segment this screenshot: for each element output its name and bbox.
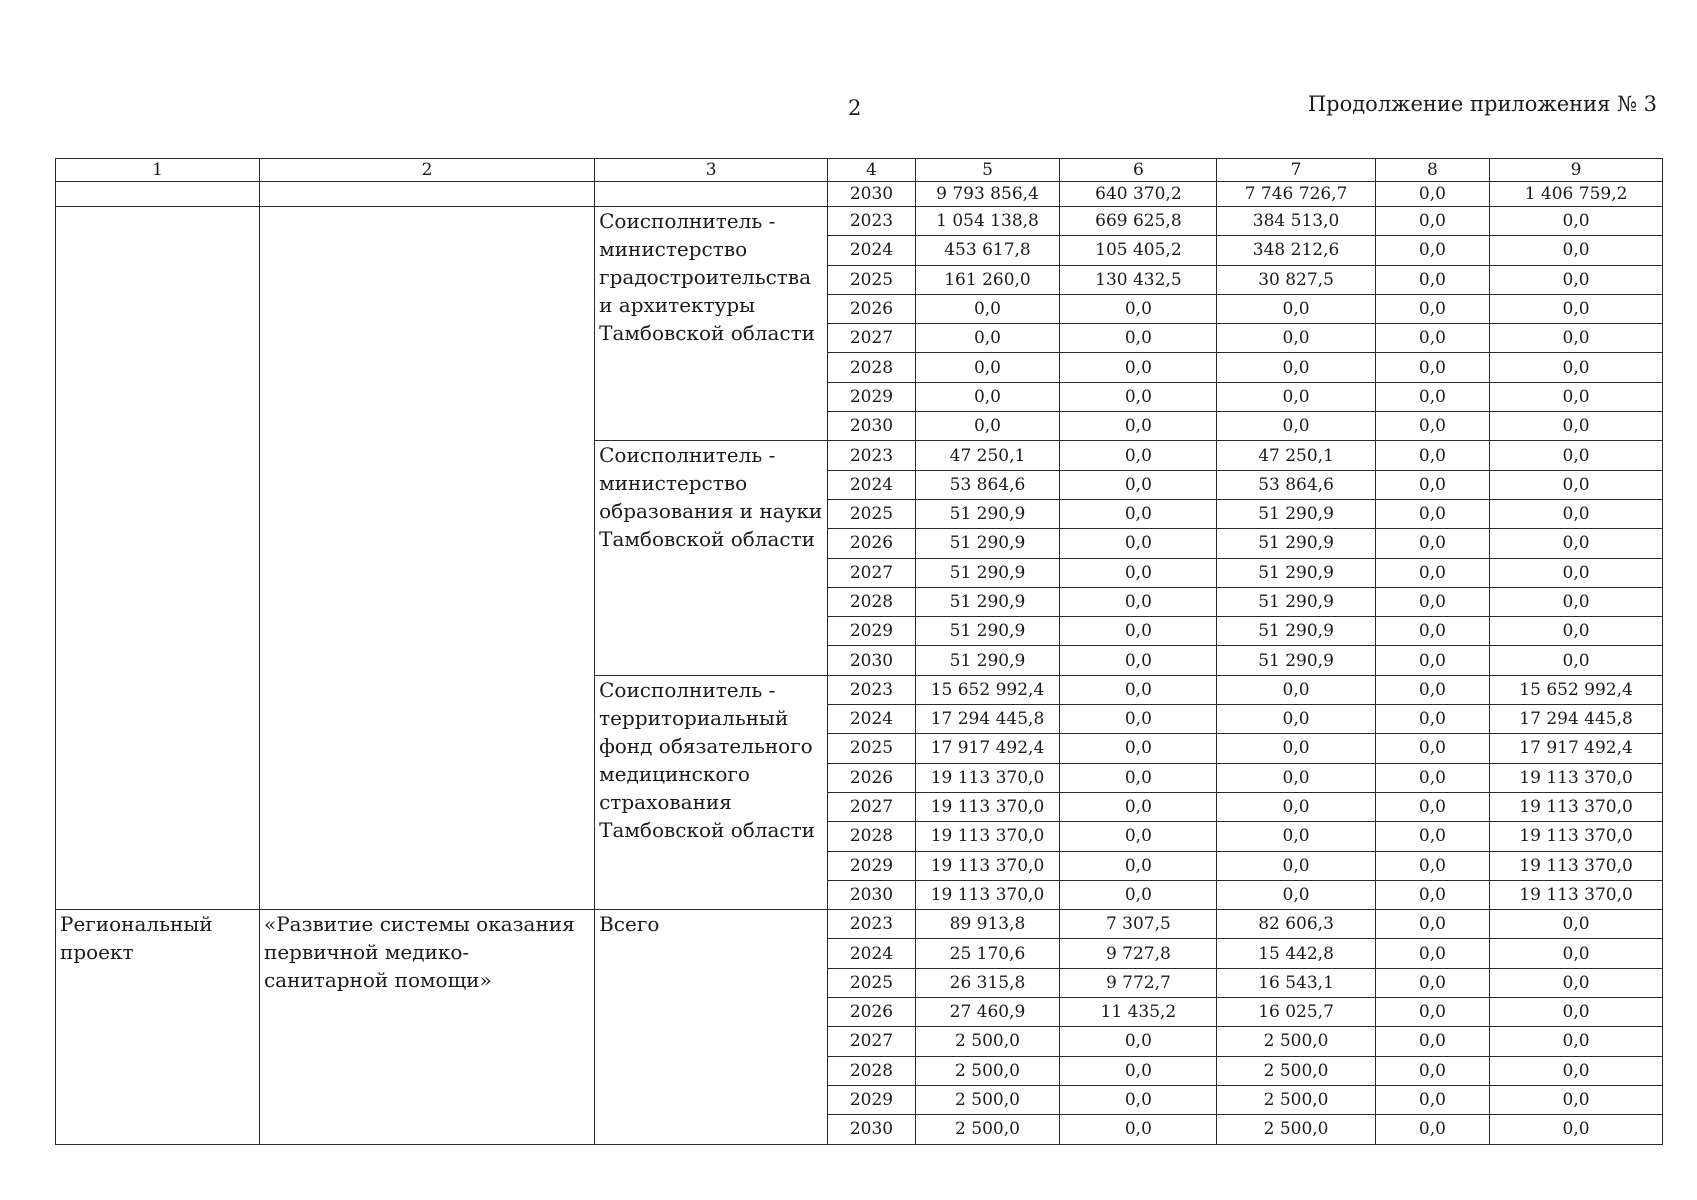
amount-cell: 19 113 370,0 <box>1490 792 1663 821</box>
amount-cell: 0,0 <box>1490 587 1663 616</box>
year-cell: 2023 <box>828 675 915 704</box>
amount-cell: 0,0 <box>1490 382 1663 411</box>
amount-cell: 51 290,9 <box>915 617 1060 646</box>
amount-cell: 15 442,8 <box>1217 939 1375 968</box>
amount-cell: 2 500,0 <box>1217 1056 1375 1085</box>
executor-cell: Соисполнитель - министерство образования и науки Тамбовской области <box>595 441 828 675</box>
table-row <box>56 207 1663 236</box>
year-cell: 2028 <box>828 1056 915 1085</box>
amount-cell: 0,0 <box>1490 617 1663 646</box>
amount-cell: 17 917 492,4 <box>1490 734 1663 763</box>
amount-cell: 51 290,9 <box>915 587 1060 616</box>
amount-cell: 130 432,5 <box>1060 265 1217 294</box>
year-cell: 2026 <box>828 763 915 792</box>
table-row <box>56 182 1663 207</box>
amount-cell: 0,0 <box>1375 412 1489 441</box>
amount-cell: 0,0 <box>1490 646 1663 675</box>
amount-cell: 0,0 <box>1060 675 1217 704</box>
column-header: 3 <box>595 159 828 182</box>
amount-cell: 640 370,2 <box>1060 182 1217 207</box>
year-cell: 2030 <box>828 646 915 675</box>
amount-cell: 384 513,0 <box>1217 207 1375 236</box>
amount-cell: 0,0 <box>1060 851 1217 880</box>
amount-cell: 0,0 <box>915 294 1060 323</box>
amount-cell: 0,0 <box>1490 1056 1663 1085</box>
amount-cell: 1 406 759,2 <box>1490 182 1663 207</box>
amount-cell: 0,0 <box>1060 382 1217 411</box>
amount-cell: 0,0 <box>1060 324 1217 353</box>
amount-cell: 17 294 445,8 <box>1490 705 1663 734</box>
amount-cell: 0,0 <box>915 382 1060 411</box>
year-cell: 2028 <box>828 822 915 851</box>
column-header: 1 <box>56 159 260 182</box>
amount-cell: 0,0 <box>915 324 1060 353</box>
amount-cell: 0,0 <box>1060 880 1217 909</box>
amount-cell: 0,0 <box>1375 939 1489 968</box>
page-number: 2 <box>848 96 862 120</box>
year-cell: 2025 <box>828 968 915 997</box>
amount-cell: 0,0 <box>1217 675 1375 704</box>
amount-cell: 0,0 <box>1375 675 1489 704</box>
amount-cell: 0,0 <box>1490 529 1663 558</box>
amount-cell: 0,0 <box>1490 998 1663 1027</box>
amount-cell: 0,0 <box>1375 499 1489 528</box>
year-cell: 2030 <box>828 1115 915 1144</box>
column-number-row <box>56 159 1663 182</box>
amount-cell: 51 290,9 <box>1217 558 1375 587</box>
amount-cell: 0,0 <box>1375 441 1489 470</box>
amount-cell: 0,0 <box>1060 1027 1217 1056</box>
amount-cell: 0,0 <box>1375 1027 1489 1056</box>
amount-cell: 0,0 <box>1217 792 1375 821</box>
column-header: 5 <box>915 159 1060 182</box>
amount-cell: 51 290,9 <box>1217 646 1375 675</box>
amount-cell: 0,0 <box>1060 412 1217 441</box>
amount-cell: 0,0 <box>1375 646 1489 675</box>
amount-cell: 0,0 <box>1375 207 1489 236</box>
amount-cell: 0,0 <box>915 412 1060 441</box>
amount-cell: 0,0 <box>1375 353 1489 382</box>
year-cell: 2023 <box>828 910 915 939</box>
year-cell: 2029 <box>828 382 915 411</box>
year-cell: 2028 <box>828 353 915 382</box>
amount-cell: 0,0 <box>1490 499 1663 528</box>
amount-cell: 0,0 <box>1217 324 1375 353</box>
column-header: 2 <box>259 159 594 182</box>
amount-cell: 348 212,6 <box>1217 236 1375 265</box>
year-cell: 2026 <box>828 294 915 323</box>
amount-cell: 16 543,1 <box>1217 968 1375 997</box>
amount-cell: 19 113 370,0 <box>915 792 1060 821</box>
amount-cell: 19 113 370,0 <box>915 763 1060 792</box>
year-cell: 2024 <box>828 705 915 734</box>
amount-cell: 0,0 <box>1375 1115 1489 1144</box>
amount-cell: 669 625,8 <box>1060 207 1217 236</box>
amount-cell: 0,0 <box>1375 558 1489 587</box>
amount-cell: 0,0 <box>1375 1085 1489 1114</box>
amount-cell: 2 500,0 <box>1217 1085 1375 1114</box>
column-header: 9 <box>1490 159 1663 182</box>
year-cell: 2027 <box>828 558 915 587</box>
amount-cell: 0,0 <box>1060 499 1217 528</box>
amount-cell: 0,0 <box>1375 763 1489 792</box>
project-type-cell: Региональный проект <box>56 910 260 1144</box>
amount-cell: 0,0 <box>1217 880 1375 909</box>
amount-cell: 0,0 <box>1375 470 1489 499</box>
year-cell: 2023 <box>828 441 915 470</box>
table-body <box>56 182 1663 1145</box>
column-header: 4 <box>828 159 915 182</box>
amount-cell: 0,0 <box>1060 587 1217 616</box>
amount-cell: 47 250,1 <box>1217 441 1375 470</box>
amount-cell: 9 727,8 <box>1060 939 1217 968</box>
amount-cell: 1 054 138,8 <box>915 207 1060 236</box>
amount-cell: 19 113 370,0 <box>915 880 1060 909</box>
amount-cell: 105 405,2 <box>1060 236 1217 265</box>
amount-cell: 0,0 <box>1375 705 1489 734</box>
amount-cell: 47 250,1 <box>915 441 1060 470</box>
amount-cell: 15 652 992,4 <box>1490 675 1663 704</box>
amount-cell: 51 290,9 <box>915 558 1060 587</box>
amount-cell: 0,0 <box>1217 705 1375 734</box>
amount-cell: 0,0 <box>1490 412 1663 441</box>
amount-cell: 0,0 <box>1375 236 1489 265</box>
amount-cell: 0,0 <box>1490 910 1663 939</box>
amount-cell: 0,0 <box>1490 1115 1663 1144</box>
amount-cell: 0,0 <box>1490 939 1663 968</box>
empty-cell <box>56 207 260 910</box>
executor-cell: Соисполнитель - территориальный фонд обязательного медицинского страхования Тамбовской области <box>595 675 828 909</box>
amount-cell: 0,0 <box>1060 705 1217 734</box>
amount-cell: 0,0 <box>1490 324 1663 353</box>
amount-cell: 0,0 <box>1060 353 1217 382</box>
amount-cell: 0,0 <box>1490 558 1663 587</box>
amount-cell: 11 435,2 <box>1060 998 1217 1027</box>
amount-cell: 0,0 <box>1375 734 1489 763</box>
amount-cell: 16 025,7 <box>1217 998 1375 1027</box>
amount-cell: 19 113 370,0 <box>1490 822 1663 851</box>
executor-cell: Всего <box>595 910 828 1144</box>
amount-cell: 19 113 370,0 <box>1490 880 1663 909</box>
amount-cell: 30 827,5 <box>1217 265 1375 294</box>
amount-cell: 0,0 <box>1060 792 1217 821</box>
year-cell: 2025 <box>828 734 915 763</box>
amount-cell: 0,0 <box>1375 587 1489 616</box>
year-cell: 2027 <box>828 792 915 821</box>
amount-cell: 453 617,8 <box>915 236 1060 265</box>
amount-cell: 51 290,9 <box>1217 587 1375 616</box>
amount-cell: 0,0 <box>1217 412 1375 441</box>
amount-cell: 161 260,0 <box>915 265 1060 294</box>
year-cell: 2027 <box>828 1027 915 1056</box>
year-cell: 2029 <box>828 851 915 880</box>
amount-cell: 19 113 370,0 <box>915 851 1060 880</box>
empty-cell <box>595 182 828 207</box>
amount-cell: 2 500,0 <box>915 1115 1060 1144</box>
amount-cell: 0,0 <box>1060 734 1217 763</box>
amount-cell: 0,0 <box>1060 1056 1217 1085</box>
year-cell: 2030 <box>828 182 915 207</box>
amount-cell: 51 290,9 <box>915 529 1060 558</box>
amount-cell: 0,0 <box>1217 822 1375 851</box>
empty-cell <box>259 182 594 207</box>
amount-cell: 0,0 <box>1375 617 1489 646</box>
amount-cell: 0,0 <box>1490 265 1663 294</box>
amount-cell: 2 500,0 <box>915 1085 1060 1114</box>
amount-cell: 7 746 726,7 <box>1217 182 1375 207</box>
amount-cell: 51 290,9 <box>915 646 1060 675</box>
amount-cell: 0,0 <box>1490 1085 1663 1114</box>
amount-cell: 82 606,3 <box>1217 910 1375 939</box>
amount-cell: 0,0 <box>1375 324 1489 353</box>
empty-cell <box>56 182 260 207</box>
amount-cell: 0,0 <box>1060 763 1217 792</box>
amount-cell: 0,0 <box>1490 1027 1663 1056</box>
amount-cell: 19 113 370,0 <box>1490 851 1663 880</box>
amount-cell: 0,0 <box>1060 470 1217 499</box>
amount-cell: 51 290,9 <box>915 499 1060 528</box>
amount-cell: 0,0 <box>1375 910 1489 939</box>
year-cell: 2024 <box>828 939 915 968</box>
year-cell: 2027 <box>828 324 915 353</box>
year-cell: 2024 <box>828 236 915 265</box>
amount-cell: 53 864,6 <box>915 470 1060 499</box>
year-cell: 2030 <box>828 880 915 909</box>
year-cell: 2023 <box>828 207 915 236</box>
amount-cell: 0,0 <box>1217 734 1375 763</box>
amount-cell: 2 500,0 <box>915 1056 1060 1085</box>
amount-cell: 0,0 <box>1217 353 1375 382</box>
project-name-cell: «Развитие системы оказания первичной медико-санитарной помощи» <box>259 910 594 1144</box>
amount-cell: 0,0 <box>1490 968 1663 997</box>
year-cell: 2024 <box>828 470 915 499</box>
year-cell: 2026 <box>828 529 915 558</box>
amount-cell: 17 294 445,8 <box>915 705 1060 734</box>
amount-cell: 0,0 <box>1060 1115 1217 1144</box>
year-cell: 2030 <box>828 412 915 441</box>
amount-cell: 0,0 <box>1217 763 1375 792</box>
year-cell: 2026 <box>828 998 915 1027</box>
amount-cell: 19 113 370,0 <box>1490 763 1663 792</box>
year-cell: 2029 <box>828 617 915 646</box>
amount-cell: 9 793 856,4 <box>915 182 1060 207</box>
amount-cell: 51 290,9 <box>1217 617 1375 646</box>
amount-cell: 0,0 <box>1375 1056 1489 1085</box>
amount-cell: 51 290,9 <box>1217 529 1375 558</box>
amount-cell: 0,0 <box>1375 822 1489 851</box>
amount-cell: 17 917 492,4 <box>915 734 1060 763</box>
amount-cell: 0,0 <box>1060 294 1217 323</box>
amount-cell: 51 290,9 <box>1217 499 1375 528</box>
amount-cell: 0,0 <box>1375 880 1489 909</box>
amount-cell: 0,0 <box>1375 792 1489 821</box>
year-cell: 2025 <box>828 499 915 528</box>
amount-cell: 0,0 <box>1375 998 1489 1027</box>
amount-cell: 0,0 <box>1490 236 1663 265</box>
amount-cell: 0,0 <box>1375 182 1489 207</box>
amount-cell: 9 772,7 <box>1060 968 1217 997</box>
amount-cell: 0,0 <box>1060 1085 1217 1114</box>
column-header: 7 <box>1217 159 1375 182</box>
amount-cell: 0,0 <box>1217 382 1375 411</box>
year-cell: 2025 <box>828 265 915 294</box>
amount-cell: 0,0 <box>1217 851 1375 880</box>
amount-cell: 0,0 <box>1490 207 1663 236</box>
amount-cell: 0,0 <box>1060 529 1217 558</box>
amount-cell: 7 307,5 <box>1060 910 1217 939</box>
column-header: 8 <box>1375 159 1489 182</box>
amount-cell: 26 315,8 <box>915 968 1060 997</box>
amount-cell: 0,0 <box>1375 968 1489 997</box>
budget-table <box>55 158 1663 1145</box>
column-header: 6 <box>1060 159 1217 182</box>
amount-cell: 0,0 <box>1490 470 1663 499</box>
amount-cell: 27 460,9 <box>915 998 1060 1027</box>
amount-cell: 25 170,6 <box>915 939 1060 968</box>
amount-cell: 0,0 <box>1060 441 1217 470</box>
amount-cell: 0,0 <box>1060 558 1217 587</box>
amount-cell: 0,0 <box>1060 617 1217 646</box>
amount-cell: 89 913,8 <box>915 910 1060 939</box>
executor-cell: Соисполнитель - министерство градостроительства и архитектуры Тамбовской области <box>595 207 828 441</box>
amount-cell: 2 500,0 <box>915 1027 1060 1056</box>
amount-cell: 0,0 <box>915 353 1060 382</box>
amount-cell: 0,0 <box>1060 822 1217 851</box>
table-row <box>56 910 1663 939</box>
year-cell: 2028 <box>828 587 915 616</box>
amount-cell: 2 500,0 <box>1217 1027 1375 1056</box>
empty-cell <box>259 207 594 910</box>
amount-cell: 0,0 <box>1375 294 1489 323</box>
appendix-continuation-label: Продолжение приложения № 3 <box>1307 92 1657 116</box>
amount-cell: 0,0 <box>1375 851 1489 880</box>
amount-cell: 19 113 370,0 <box>915 822 1060 851</box>
amount-cell: 53 864,6 <box>1217 470 1375 499</box>
year-cell: 2029 <box>828 1085 915 1114</box>
amount-cell: 0,0 <box>1375 529 1489 558</box>
amount-cell: 2 500,0 <box>1217 1115 1375 1144</box>
amount-cell: 15 652 992,4 <box>915 675 1060 704</box>
amount-cell: 0,0 <box>1375 382 1489 411</box>
amount-cell: 0,0 <box>1375 265 1489 294</box>
amount-cell: 0,0 <box>1490 441 1663 470</box>
amount-cell: 0,0 <box>1217 294 1375 323</box>
amount-cell: 0,0 <box>1490 294 1663 323</box>
amount-cell: 0,0 <box>1060 646 1217 675</box>
amount-cell: 0,0 <box>1490 353 1663 382</box>
